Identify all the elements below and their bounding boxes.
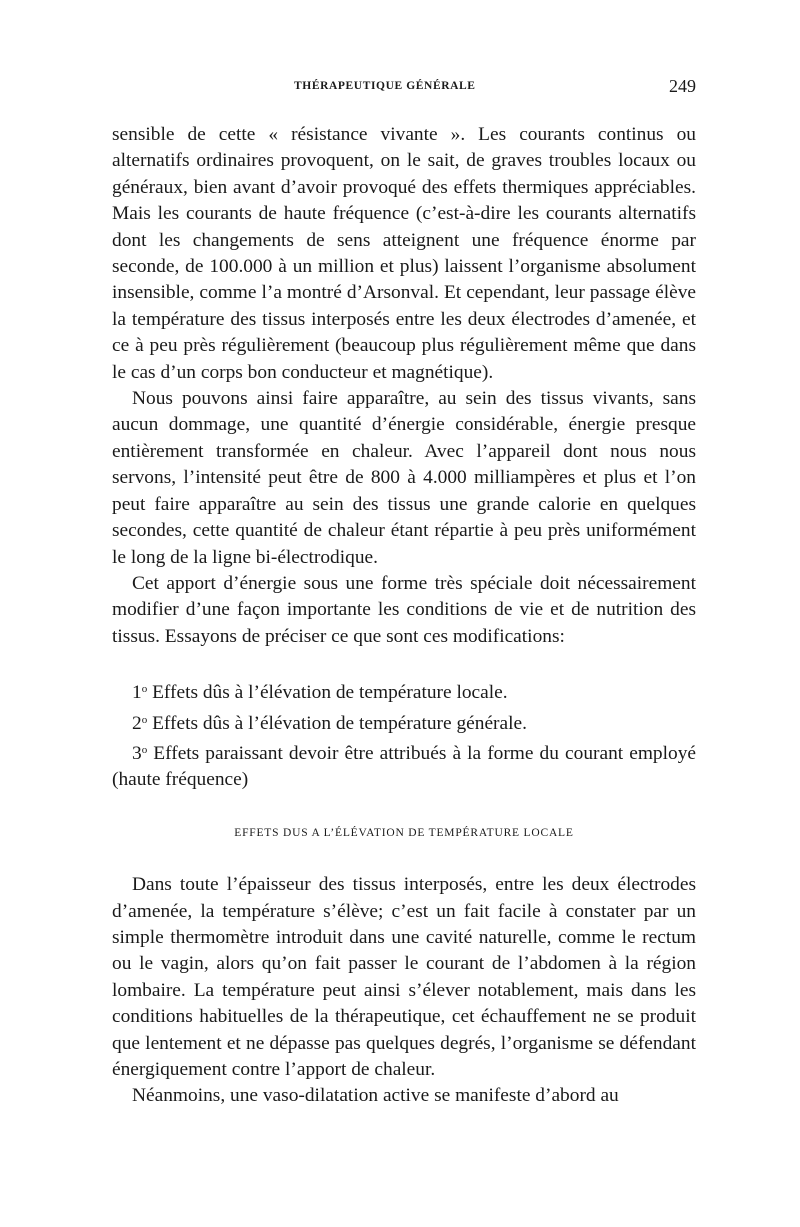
page-number: 249 xyxy=(669,76,696,96)
list-text: Effets dûs à l’élévation de température générale. xyxy=(152,712,527,734)
running-title: THÉRAPEUTIQUE GÉNÉRALE xyxy=(294,80,476,92)
running-header xyxy=(112,72,696,96)
list-text: Effets paraissant devoir être attribués à la forme du courant employé (haute fréquence) xyxy=(112,742,696,791)
paragraph: Nous pouvons ainsi faire apparaître, au sein des tissus vivants, sans aucun dommage, une quantité d’énergie considérable, énergie presque entièrement transformée en chaleur. Avec l’appareil dont nous nous servons, l’intensité peut être de 800 à 4.000 milliampères et plus et l’on peut faire apparaître au sein des tissus une grande calorie en quelques secondes, cette quantité de chaleur étant répartie à peu près uniformément le long de la ligne bi-électrodique. xyxy=(112,388,696,568)
list-item xyxy=(112,737,696,794)
list-item xyxy=(112,707,696,737)
effects-list xyxy=(112,676,696,794)
paragraph: Cet apport d’énergie sous une forme très spéciale doit nécessairement modifier d’une façon importante les conditions de vie et de nutrition des tissus. Essayons de préciser ce que sont ces modifications: xyxy=(112,572,696,647)
list-item xyxy=(112,676,696,706)
list-number: 2$^o$ xyxy=(132,712,148,734)
list-number: 3$^o$ xyxy=(132,742,148,764)
paragraph: sensible de cette « résistance vivante ». Les courants continus ou alternatifs ordinaires provoquent, on le sait, de graves troubles locaux ou généraux, bien avant d’avoir provoqué des effets thermiques appréciables. Mais les courants de haute fréquence (c’est-à-dire les courants alternatifs dont les changements de sens atteignent une fréquence énorme par seconde, de 100.000 à un million et plus) laissent l’organisme absolument insensible, comme l’a montré d’Arsonval. Et cependant, leur passage élève la température des tissus interposés entre les deux électrodes d’amenée, et ce à peu près régulièrement (beaucoup plus régulièrement même que dans le cas d’un corps bon conducteur et magnétique). xyxy=(112,124,696,383)
section-heading: EFFETS DUS A L’ÉLÉVATION DE TEMPÉRATURE LOCALE xyxy=(234,826,574,839)
list-number: 1$^o$ xyxy=(132,682,148,704)
paragraph: Néanmoins, une vaso-dilatation active se manifeste d’abord au xyxy=(132,1085,619,1107)
book-page xyxy=(112,72,696,1110)
body-text xyxy=(112,122,696,1110)
paragraph: Dans toute l’épaisseur des tissus interposés, entre les deux électrodes d’amenée, la température s’élève; c’est un fait facile à constater par un simple thermomètre introduit dans une cavité naturelle, comme le rectum ou le vagin, alors qu’on fait passer le courant de l’abdomen à la région lombaire. La température peut ainsi s’élever notablement, mais dans les conditions habituelles de la thérapeutique, cet échauffement ne se produit que lentement et ne dépasse pas quelques degrés, l’organisme se défendant énergiquement contre l’apport de chaleur. xyxy=(112,874,696,1080)
list-text: Effets dûs à l’élévation de température locale. xyxy=(152,682,508,704)
